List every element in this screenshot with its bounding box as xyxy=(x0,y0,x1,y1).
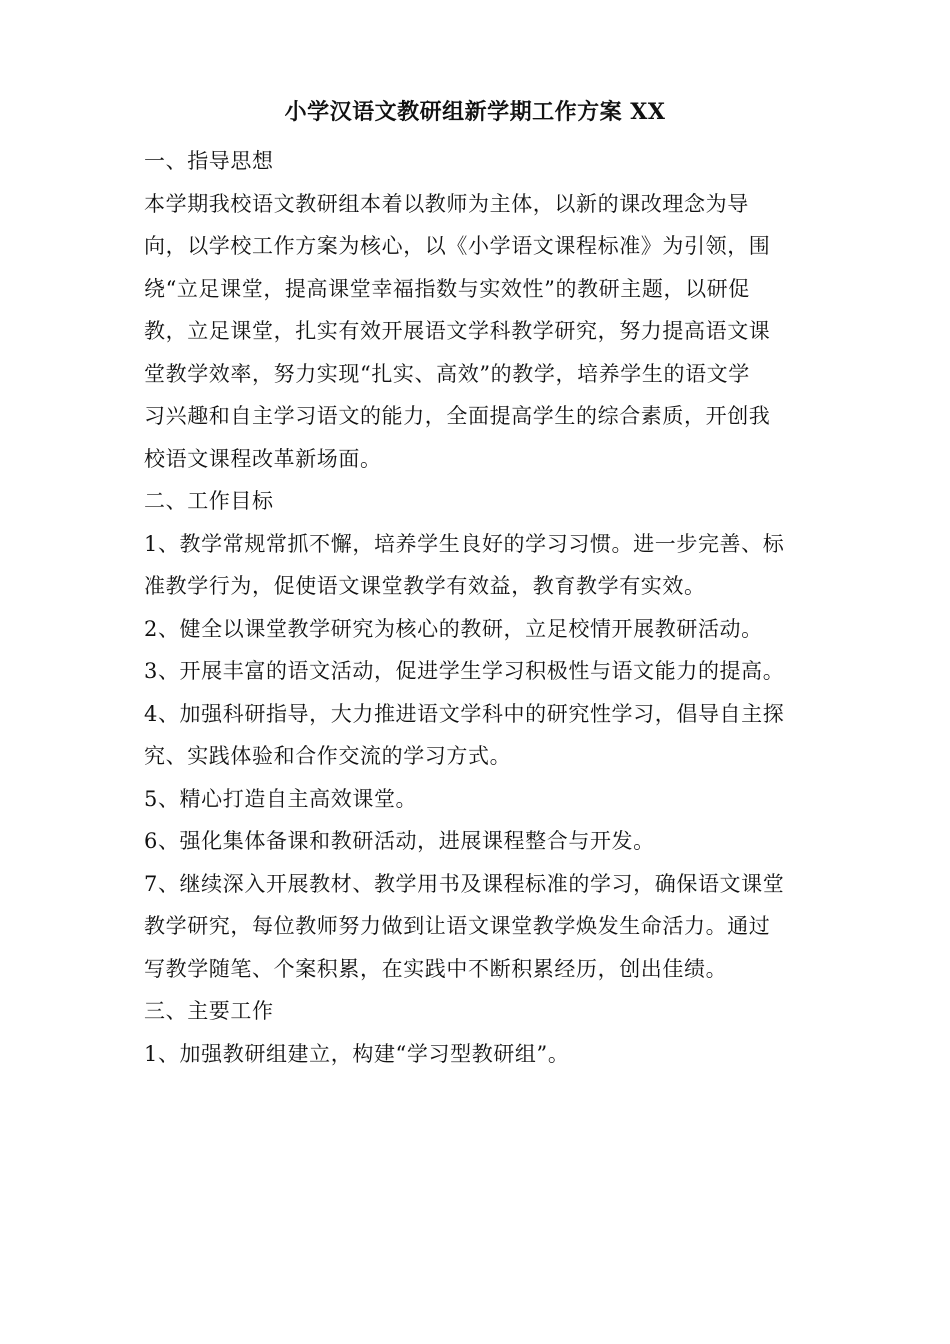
paragraph-line: 堂教学效率，努力实现“扎实、高效”的教学，培养学生的语文学 xyxy=(144,361,750,386)
paragraph-line: 本学期我校语文教研组本着以教师为主体，以新的课改理念为导 xyxy=(144,191,749,216)
goal-item-line: 1、教学常规常抓不懈，培养学生良好的学习习惯。进一步完善、标 xyxy=(144,531,785,556)
goal-item-line: 6、强化集体备课和教研活动，进展课程整合与开发。 xyxy=(144,829,655,853)
section-heading-main-work: 三、主要工作 xyxy=(144,999,274,1023)
goal-item-line: 究、实践体验和合作交流的学习方式。 xyxy=(144,744,512,768)
document-body xyxy=(144,140,806,1075)
section-heading-work-goals: 二、工作目标 xyxy=(144,489,274,513)
section-heading-guiding-thought: 一、指导思想 xyxy=(144,149,274,173)
paragraph-line: 校语文课程改革新场面。 xyxy=(144,446,382,471)
goal-item-line: 4、加强科研指导，大力推进语文学科中的研究性学习，倡导自主探 xyxy=(144,701,785,726)
goal-item-line: 教学研究，每位教师努力做到让语文课堂教学焕发生命活力。通过 xyxy=(144,914,771,938)
paragraph-line: 绕“立足课堂，提高课堂幸福指数与实效性”的教研主题，以研促 xyxy=(144,276,750,301)
goal-item-line: 5、精心打造自主高效课堂。 xyxy=(144,786,418,811)
document-title: 小学汉语文教研组新学期工作方案 XX xyxy=(284,99,666,125)
paragraph-line: 习兴趣和自主学习语文的能力，全面提高学生的综合素质，开创我 xyxy=(144,404,771,428)
work-item-line: 1、加强教研组建立，构建“学习型教研组”。 xyxy=(144,1041,570,1066)
goal-item-line: 7、继续深入开展教材、教学用书及课程标准的学习，确保语文课堂 xyxy=(144,871,785,896)
goal-item-line: 写教学随笔、个案积累，在实践中不断积累经历，创出佳绩。 xyxy=(144,956,728,981)
paragraph-line: 教，立足课堂，扎实有效开展语文学科教学研究，努力提高语文课 xyxy=(144,319,771,343)
goal-item-line: 2、健全以课堂教学研究为核心的教研，立足校情开展教研活动。 xyxy=(144,616,763,641)
goal-item-line: 3、开展丰富的语文活动，促进学生学习积极性与语文能力的提高。 xyxy=(144,659,785,683)
goal-item-line: 准教学行为，促使语文课堂教学有效益，教育教学有实效。 xyxy=(144,574,706,598)
paragraph-line: 向，以学校工作方案为核心，以《小学语文课程标准》为引领，围 xyxy=(144,234,771,258)
